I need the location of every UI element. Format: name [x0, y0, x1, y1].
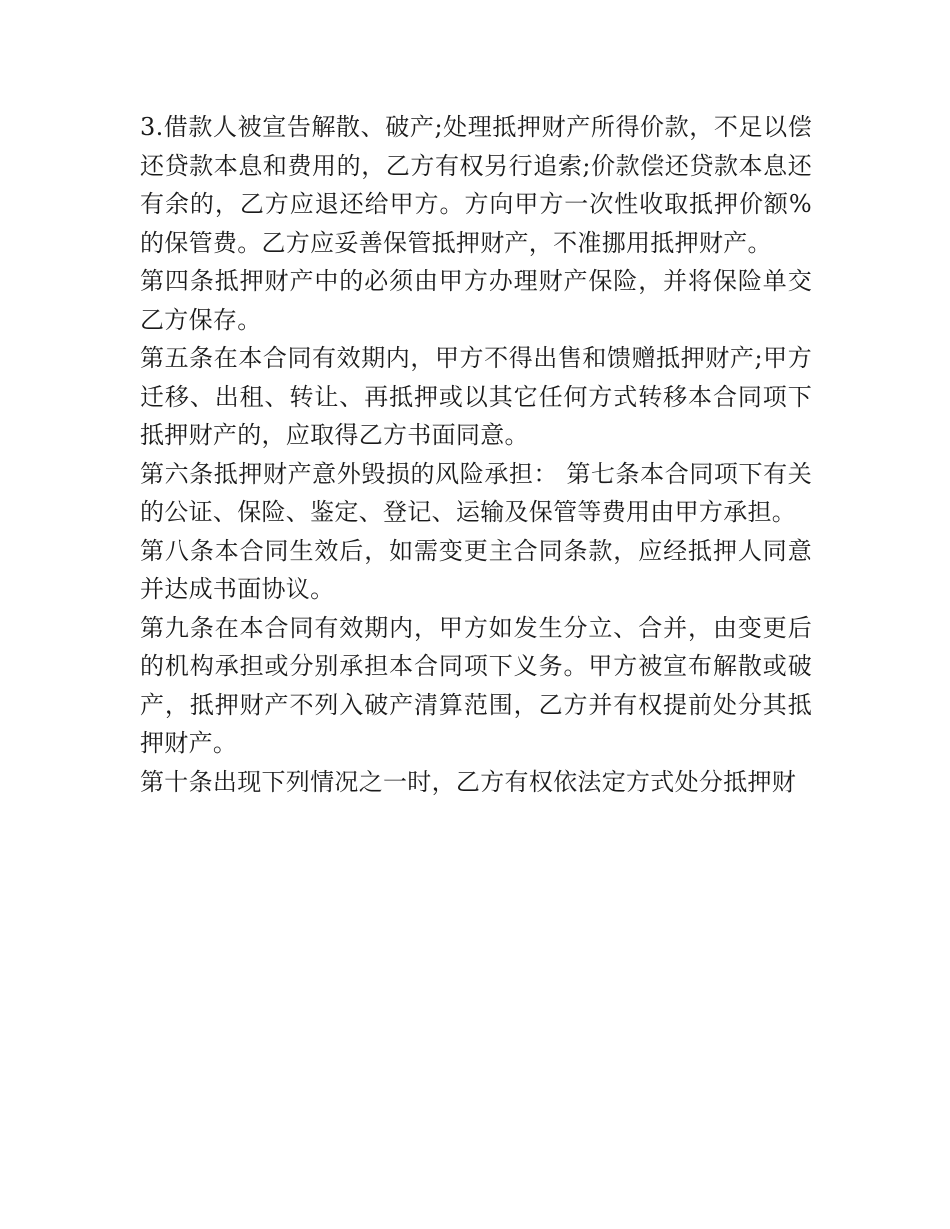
paragraph-article-8: 第八条本合同生效后，如需变更主合同条款，应经抵押人同意并达成书面协议。 [140, 536, 812, 603]
paragraph-article-6-7: 第六条抵押财产意外毁损的风险承担： 第七条本合同项下有关的公证、保险、鉴定、登记、运输及保管等费用由甲方承担。 [140, 459, 812, 526]
paragraph-article-10: 第十条出现下列情况之一时，乙方有权依法定方式处分抵押财 [140, 767, 797, 796]
paragraph-article-5: 第五条在本合同有效期内，甲方不得出售和馈赠抵押财产;甲方迁移、出租、转让、再抵押或以其它任何方式转移本合同项下抵押财产的，应取得乙方书面同意。 [140, 344, 812, 449]
paragraph-clause-3-item: 3.借款人被宣告解散、破产;处理抵押财产所得价款，不足以偿还贷款本息和费用的，乙方有权另行追索;价款偿还贷款本息还有余的，乙方应退还给甲方。方向甲方一次性收取抵押价额%的保管费。乙方应妥善保管抵押财产，不准挪用抵押财产。 [140, 113, 812, 257]
paragraph-article-4: 第四条抵押财产中的必须由甲方办理财产保险，并将保险单交乙方保存。 [140, 267, 812, 334]
paragraph-article-9: 第九条在本合同有效期内，甲方如发生分立、合并，由变更后的机构承担或分别承担本合同项下义务。甲方被宣布解散或破产，抵押财产不列入破产清算范围，乙方并有权提前处分其抵押财产。 [140, 613, 812, 757]
document-page [140, 108, 812, 801]
